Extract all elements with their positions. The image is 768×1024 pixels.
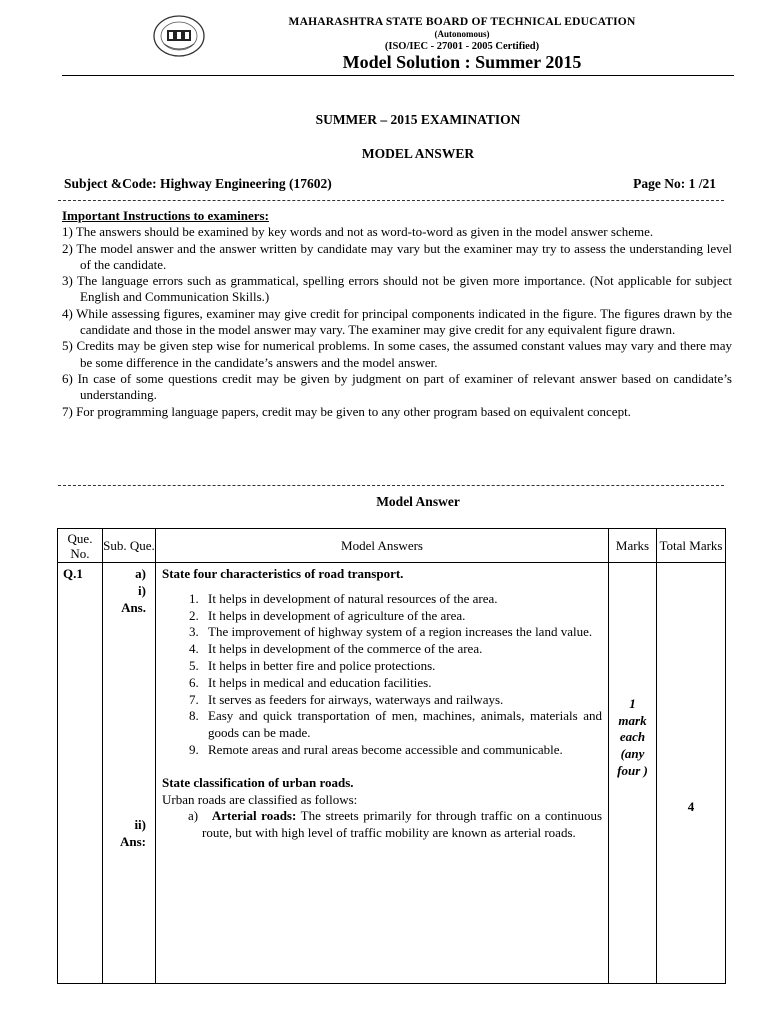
marks-line: (any: [620, 746, 645, 762]
header-total-marks: Total Marks: [657, 529, 726, 563]
arterial-term: Arterial roads:: [211, 808, 297, 824]
urban-intro: Urban roads are classified as follows:: [162, 791, 358, 807]
question-number: Q.1: [58, 563, 103, 984]
list-item: 9. Remote areas and rural areas become accessible and communicable.: [202, 742, 602, 759]
arterial-label: a): [188, 808, 199, 824]
dashed-divider: [58, 200, 724, 201]
model-solution-title: Model Solution : Summer 2015: [342, 52, 582, 72]
ans-label-ii: Ans:: [119, 834, 146, 849]
list-item: 8. Easy and quick transportation of men, machines, animals, materials and goods can be made.: [202, 708, 602, 742]
arterial-text: The streets primarily for through traffic on a continuous route, but with high level of traffic mobility are known as arterial roads.: [202, 808, 602, 841]
sub-label-i: i): [138, 583, 146, 598]
instruction-item: 4) While assessing figures, examiner may give credit for principal components indicated in the figure. The figures drawn by the candidate and those in the model answer may vary. The examiner may give credit for any equivalent figure drawn.: [62, 305, 732, 338]
characteristics-list: [162, 591, 602, 759]
list-item: 4. It helps in development of the commerce of the area.: [202, 641, 602, 658]
instruction-item: 2) The model answer and the answer written by candidate may vary but the examiner may try to assess the understanding level of the candidate.: [62, 240, 732, 272]
marks-line: four ): [617, 762, 648, 778]
marks-note: [609, 696, 656, 780]
ans-label-i: Ans.: [121, 600, 146, 615]
arterial-roads-item: [162, 808, 602, 842]
instruction-item: 6) In case of some questions credit may be given by judgment on part of examiner of relevant answer based on candidate’s understanding.: [62, 370, 732, 403]
answer-cell: [156, 563, 609, 984]
total-marks-cell: [657, 563, 726, 984]
header-divider: [62, 75, 734, 76]
table-row: [58, 563, 726, 984]
model-answer-heading: Model Answer: [376, 494, 460, 509]
model-answer-title: MODEL ANSWER: [361, 146, 475, 161]
total-marks-value: 4: [687, 799, 695, 814]
list-item: 7. It serves as feeders for airways, waterways and railways.: [202, 692, 602, 709]
board-name: MAHARASHTRA STATE BOARD OF TECHNICAL EDUCATION: [288, 16, 636, 28]
marks-line: mark: [618, 712, 647, 728]
header-model-answers: Model Answers: [156, 529, 609, 563]
subject-code: Subject &Code: Highway Engineering (17602): [64, 176, 332, 191]
instruction-item: 3) The language errors such as grammatical, spelling errors should not be given more importance. (Not applicable for subject English and Communication Skills.): [62, 273, 732, 305]
page-number: Page No: 1 /21: [633, 176, 716, 191]
marks-line: each: [619, 729, 646, 745]
list-item: 3. The improvement of highway system of a region increases the land value.: [202, 624, 602, 641]
question-ii-text: State classification of urban roads.: [162, 774, 354, 790]
table-header-row: [58, 529, 726, 563]
list-item: 2. It helps in development of agriculture of the area.: [202, 608, 602, 625]
sub-question-cell: [103, 563, 156, 984]
instructions-block: [62, 208, 732, 420]
marks-cell: [609, 563, 657, 984]
instruction-item: 1) The answers should be examined by key words and not as word-to-word as given in the model answer scheme.: [62, 224, 654, 240]
instructions-title: Important Instructions to examiners:: [62, 208, 269, 223]
model-answer-table: [57, 528, 726, 984]
question-i-text: State four characteristics of road transport.: [162, 566, 404, 581]
marks-line: 1: [629, 696, 636, 711]
header-sub-que: Sub. Que.: [103, 529, 156, 563]
instruction-item: 5) Credits may be given step wise for numerical problems. In some cases, the assumed constant values may vary and there may be some difference in the candidate’s answers and the model answer.: [62, 338, 732, 370]
autonomous-label: (Autonomous): [434, 29, 490, 39]
list-item: 6. It helps in medical and education facilities.: [202, 675, 602, 692]
sub-label-ii: ii): [134, 817, 146, 832]
instruction-item: 7) For programming language papers, credit may be given to any other program based on equivalent concept.: [62, 403, 631, 419]
header-marks: Marks: [609, 529, 657, 563]
header-que-no: Que. No.: [58, 529, 103, 563]
list-item: 5. It helps in better fire and police protections.: [202, 658, 602, 675]
sub-label-a: a): [135, 566, 146, 581]
dashed-divider: [58, 485, 724, 486]
list-item: 1. It helps in development of natural resources of the area.: [202, 591, 602, 608]
exam-title: SUMMER – 2015 EXAMINATION: [315, 112, 521, 127]
iso-certification: (ISO/IEC - 27001 - 2005 Certified): [384, 41, 540, 52]
